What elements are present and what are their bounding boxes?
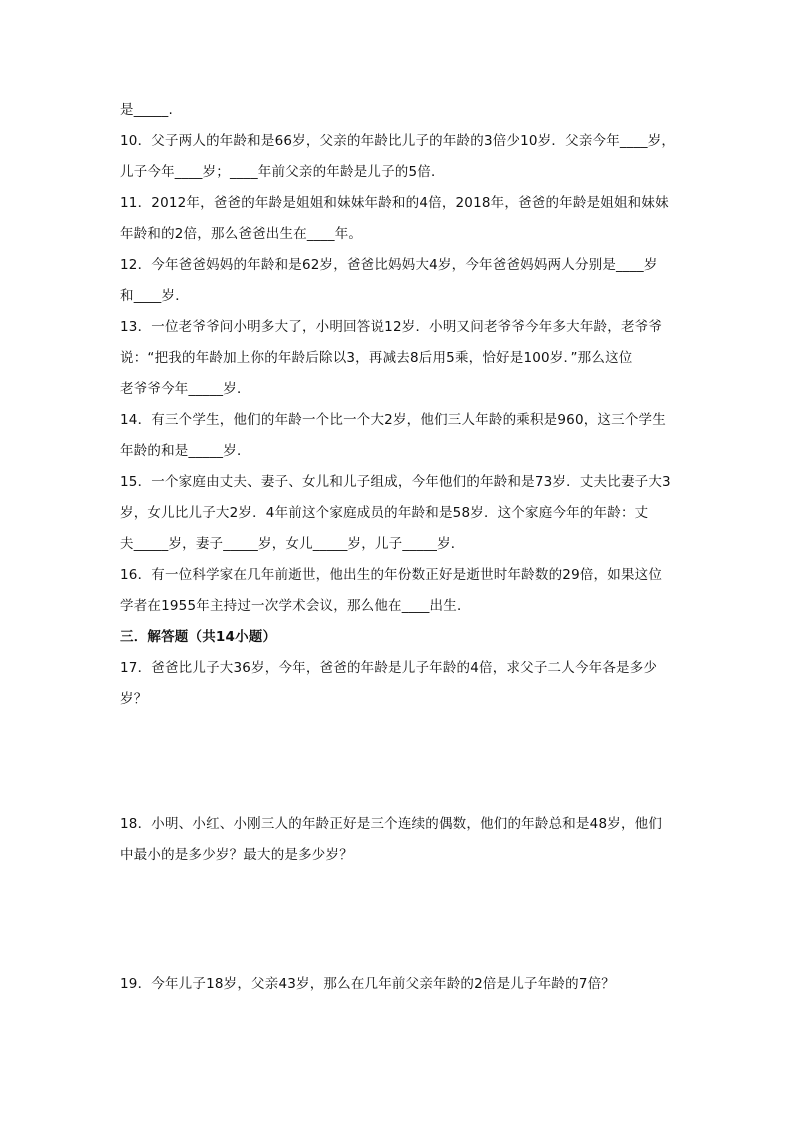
question-13-line-2: 说：“把我的年龄加上你的年龄后除以3，再减去8后用5乘，恰好是100岁．”那么这位: [120, 350, 633, 366]
question-14-line-1: 14．有三个学生，他们的年龄一个比一个大2岁，他们三人年龄的乘积是960，这三个学生: [120, 412, 666, 428]
question-15-line-3: 夫_____岁，妻子_____岁，女儿_____岁，儿子_____岁．: [120, 536, 465, 552]
question-17-line-2: 岁？: [120, 691, 148, 707]
question-13-line-1: 13．一位老爷爷问小明多大了，小明回答说12岁．小明又问老爷爷今年多大年龄，老爷爷: [120, 319, 663, 335]
answer-space-18: [120, 876, 680, 974]
question-10-line-1: 10．父子两人的年龄和是66岁，父亲的年龄比儿子的年龄的3倍少10岁．父亲今年____岁，: [120, 133, 676, 149]
question-12-line-2: 和____岁．: [120, 288, 189, 304]
question-13-line-3: 老爷爷今年_____岁．: [120, 381, 251, 397]
question-15-line-1: 15．一个家庭由丈夫、妻子、女儿和儿子组成，今年他们的年龄和是73岁．丈夫比妻子大3: [120, 474, 671, 490]
question-17-line-1: 17．爸爸比儿子大36岁，今年，爸爸的年龄是儿子年龄的4倍，求父子二人今年各是多少: [120, 660, 658, 676]
question-14-line-2: 年龄的和是_____岁．: [120, 443, 251, 459]
answer-space-17: [120, 720, 680, 814]
question-12-line-1: 12．今年爸爸妈妈的年龄和是62岁，爸爸比妈妈大4岁，今年爸爸妈妈两人分别是____岁: [120, 257, 658, 273]
question-11-line-2: 年龄和的2倍，那么爸爸出生在____年。: [120, 226, 363, 242]
question-11-line-1: 11．2012年，爸爸的年龄是姐姐和妹妹年龄和的4倍，2018年，爸爸的年龄是姐姐和妹妹: [120, 195, 669, 211]
question-18-line-2: 中最小的是多少岁？最大的是多少岁？: [120, 847, 353, 863]
section-title: 三．解答题（共14小题）: [120, 629, 277, 645]
question-16-line-1: 16．有一位科学家在几年前逝世，他出生的年份数正好是逝世时年龄数的29倍，如果这位: [120, 567, 663, 583]
question-15-line-2: 岁，女儿比儿子大2岁．4年前这个家庭成员的年龄和是58岁．这个家庭今年的年龄：丈: [120, 505, 649, 521]
text-line-continuation: 是_____.: [120, 102, 173, 118]
question-19-line-1: 19．今年儿子18岁，父亲43岁，那么在几年前父亲年龄的2倍是儿子年龄的7倍？: [120, 976, 616, 992]
question-10-line-2: 儿子今年____岁；____年前父亲的年龄是儿子的5倍．: [120, 164, 445, 180]
question-16-line-2: 学者在1955年主持过一次学术会议，那么他在____出生．: [120, 598, 471, 614]
question-18-line-1: 18．小明、小红、小刚三人的年龄正好是三个连续的偶数，他们的年龄总和是48岁，他们: [120, 816, 663, 832]
page-content: [120, 100, 680, 1005]
